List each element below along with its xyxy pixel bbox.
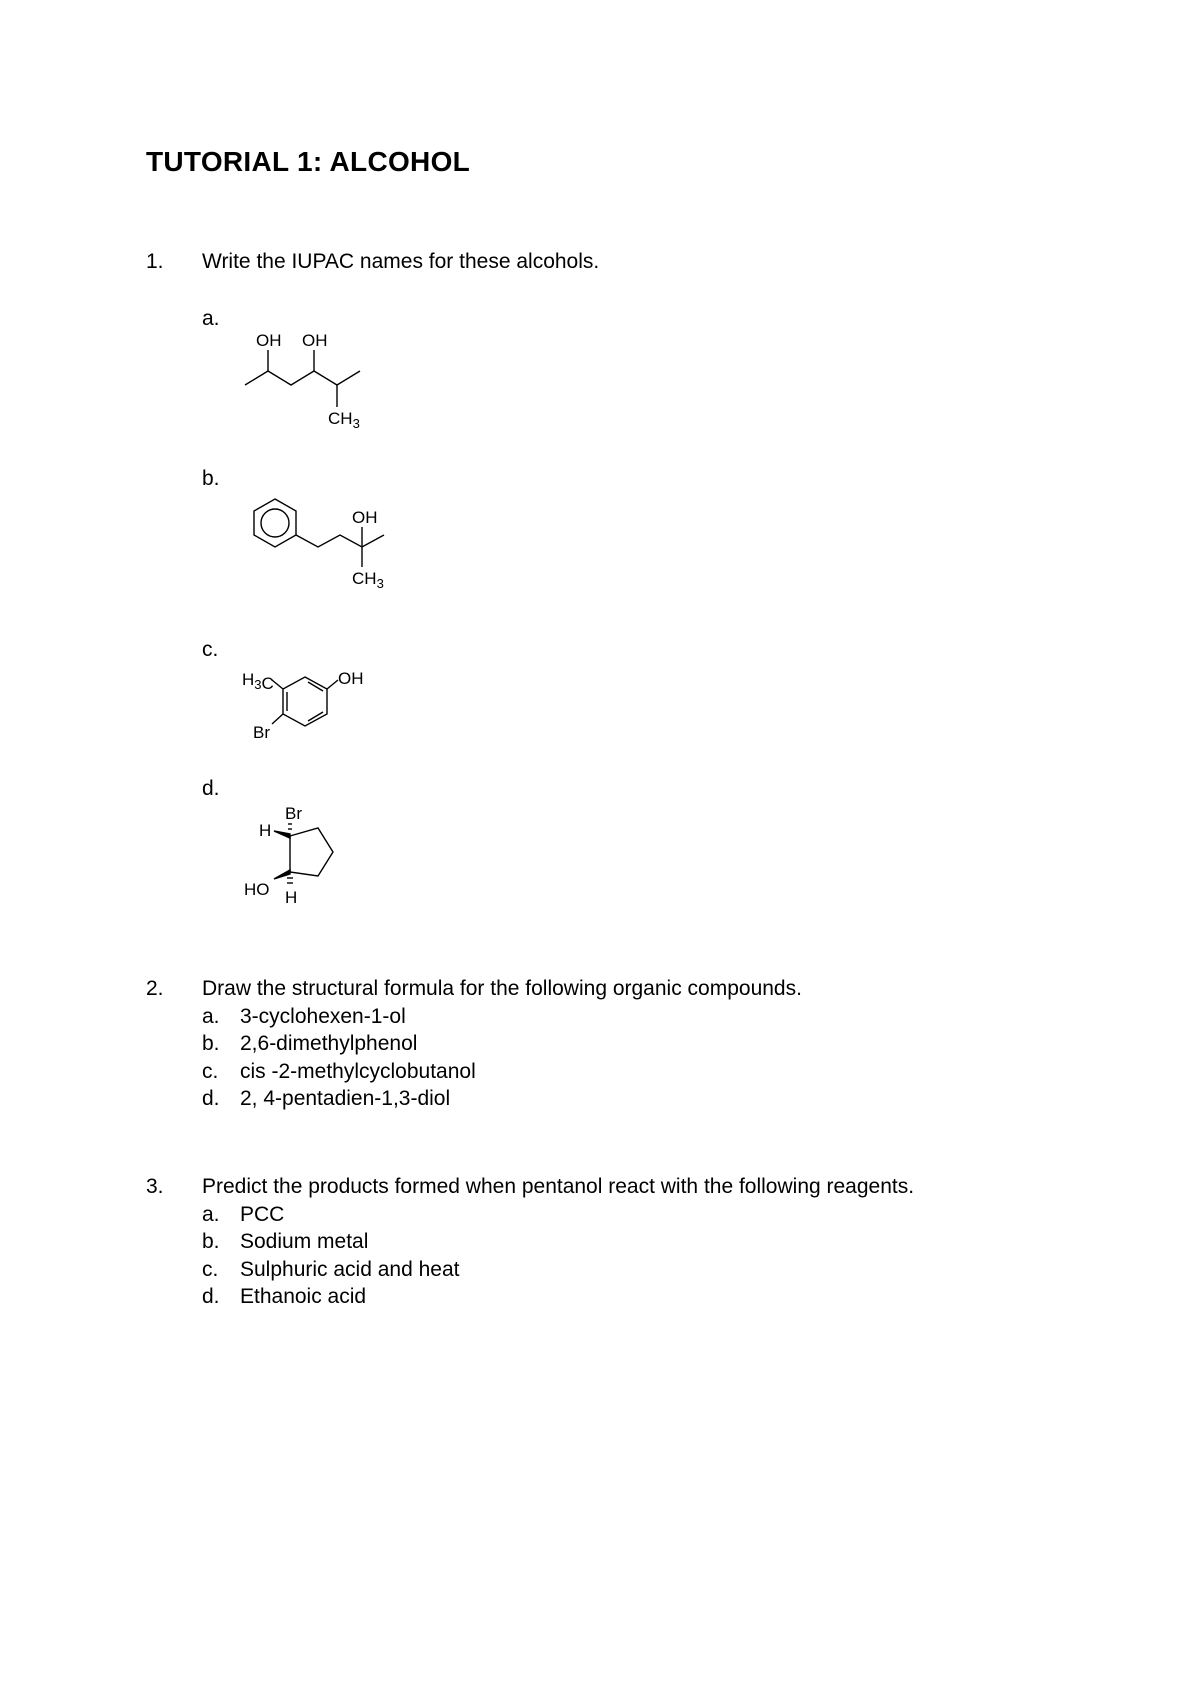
page-title: TUTORIAL 1: ALCOHOL <box>146 146 471 177</box>
side-chain <box>296 535 384 547</box>
atom-h-top: H <box>259 821 272 840</box>
structure-1b <box>230 485 420 605</box>
atom-h-bottom: H <box>285 888 298 907</box>
question-1c-label: c. <box>202 638 219 661</box>
atom-br: Br <box>253 723 270 742</box>
atom-br: Br <box>285 804 302 823</box>
question-2d-letter: d. <box>202 1087 220 1110</box>
question-2d-text: 2, 4-pentadien-1,3-diol <box>240 1087 451 1110</box>
question-2c-text: cis -2-methylcyclobutanol <box>240 1060 476 1083</box>
question-1b-label: b. <box>202 467 220 490</box>
question-2b-letter: b. <box>202 1032 220 1055</box>
question-3c-letter: c. <box>202 1258 219 1281</box>
atom-ch3: $CH_3$ <box>328 409 360 431</box>
atom-oh-1: OH <box>256 331 282 350</box>
atom-oh-2: OH <box>302 331 328 350</box>
atom-ho: HO <box>244 880 270 899</box>
question-3d-letter: d. <box>202 1285 220 1308</box>
bond-oh <box>327 680 338 689</box>
atom-oh: OH <box>338 669 364 688</box>
question-2b-text: 2,6-dimethylphenol <box>240 1032 418 1055</box>
atom-h3c: $H_3C$ <box>242 670 274 693</box>
question-2a-letter: a. <box>202 1005 220 1028</box>
question-3b-text: Sodium metal <box>240 1230 369 1253</box>
question-2a-text: 3-cyclohexen-1-ol <box>240 1005 406 1028</box>
question-2-number: 2. <box>146 977 164 1000</box>
question-2-text: Draw the structural formula for the following organic compounds. <box>202 977 802 1000</box>
question-1d-label: d. <box>202 777 220 800</box>
benzene-ring <box>254 499 296 547</box>
structure-1d <box>230 800 380 920</box>
atom-oh: OH <box>352 508 378 527</box>
question-3-text: Predict the products formed when pentanol react with the following reagents. <box>202 1175 915 1198</box>
question-1-number: 1. <box>146 250 164 273</box>
question-3-number: 3. <box>146 1175 164 1198</box>
atom-ch3: $CH_3$ <box>352 569 384 591</box>
question-1-text: Write the IUPAC names for these alcohols. <box>202 250 600 273</box>
question-2c-letter: c. <box>202 1060 219 1083</box>
question-3a-text: PCC <box>240 1203 285 1226</box>
skeleton-chain <box>245 371 360 385</box>
cyclopentane-ring <box>290 828 333 876</box>
question-3d-text: Ethanoic acid <box>240 1285 367 1308</box>
question-3b-letter: b. <box>202 1230 220 1253</box>
structure-1a <box>230 325 390 435</box>
question-1a-label: a. <box>202 307 220 330</box>
structure-1c <box>230 655 420 765</box>
question-3c-text: Sulphuric acid and heat <box>240 1258 460 1281</box>
wedge-bond-top <box>274 831 290 838</box>
bond-br <box>272 714 283 724</box>
benzene-ring <box>283 677 327 726</box>
question-3a-letter: a. <box>202 1203 220 1226</box>
benzene-aromatic-circle <box>261 509 289 537</box>
